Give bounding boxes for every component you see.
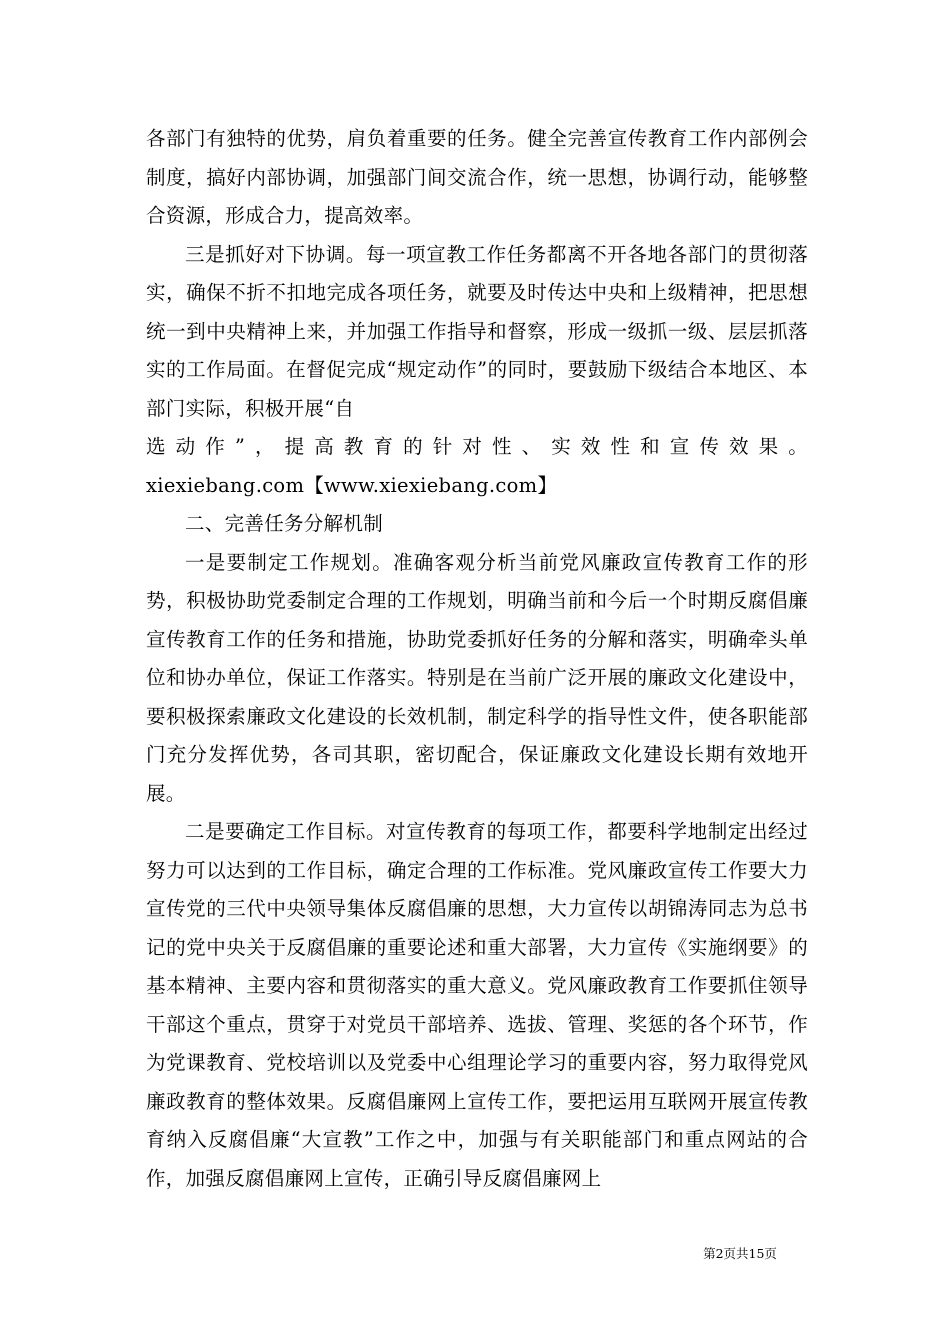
paragraph-continuation: 各部门有独特的优势，肩负着重要的任务。健全完善宣传教育工作内部例会制度，搞好内部协调，加强部门间交流合作，统一思想，协调行动，能够整合资源，形成合力，提高效率。 — [146, 127, 808, 227]
paragraph-third-coordination-end: 选动作”，提高教育的针对性、实效性和宣传效果。 — [146, 435, 808, 458]
paragraph-work-plan: 一是要制定工作规划。准确客观分析当前党风廉政宣传教育工作的形势，积极协助党委制定合理的工作规划，明确当前和今后一个时期反腐倡廉宣传教育工作的任务和措施，协助党委抓好任务的分解和落实，明确牵头单位和协办单位，保证工作落实。特别是在当前广泛开展的廉政文化建设中，要积极探索廉政文化建设的长效机制，制定科学的指导性文件，使各职能部门充分发挥优势，各司其职，密切配合，保证廉政文化建设长期有效地开展。 — [146, 550, 808, 805]
page-number-footer: 第2页共15页 — [703, 1246, 777, 1261]
section-heading: 二、完善任务分解机制 — [185, 512, 384, 535]
document-body — [146, 120, 808, 1198]
source-watermark-text: xiexiebang.com【www.xiexiebang.com】 — [146, 473, 558, 497]
paragraph-third-coordination: 三是抓好对下协调。每一项宣教工作任务都离不开各地各部门的贯彻落实，确保不折不扣地完成各项任务，就要及时传达中央和上级精神，把思想统一到中央精神上来，并加强工作指导和督察，形成一级抓一级、层层抓落实的工作局面。在督促完成“规定动作”的同时，要鼓励下级结合本地区、本部门实际，积极开展“自 — [146, 242, 808, 420]
paragraph-work-goals: 二是要确定工作目标。对宣传教育的每项工作，都要科学地制定出经过努力可以达到的工作目标，确定合理的工作标准。党风廉政宣传工作要大力宣传党的三代中央领导集体反腐倡廉的思想，大力宣传以胡锦涛同志为总书记的党中央关于反腐倡廉的重要论述和重大部署，大力宣传《实施纲要》的基本精神、主要内容和贯彻落实的重大意义。党风廉政教育工作要抓住领导干部这个重点，贯穿于对党员干部培养、选拔、管理、奖惩的各个环节，作为党课教育、党校培训以及党委中心组理论学习的重要内容，努力取得党风廉政教育的整体效果。反腐倡廉网上宣传工作，要把运用互联网开展宣传教育纳入反腐倡廉“大宣教”工作之中，加强与有关职能部门和重点网站的合作，加强反腐倡廉网上宣传，正确引导反腐倡廉网上 — [146, 820, 808, 1190]
